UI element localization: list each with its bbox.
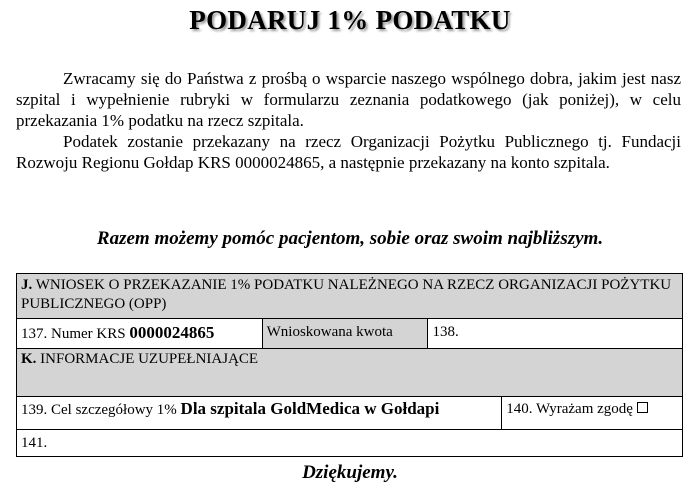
section-k-header [17, 349, 683, 397]
section-k-title: INFORMACJE UZUPEŁNIAJĄCE [40, 351, 259, 367]
thanks-text: Dziękujemy. [302, 462, 398, 483]
amount-field-label: 138. [432, 324, 459, 340]
appeal-paragraph-1: Zwracamy się do Państwa z prośbą o wsparcie naszego wspólnego dobra, jakim jest nasz szpital i wypełnienie rubryki w formularzu zeznania podatkowego (jak poniżej), w celu przekazania 1% podatku na rzecz szpitala. [16, 69, 681, 130]
slogan: Razem możemy pomóc pacjentom, sobie oraz swoim najbliższym. [96, 228, 604, 249]
goal-field[interactable] [17, 397, 502, 430]
consent-field[interactable] [502, 397, 683, 430]
consent-checkbox[interactable] [637, 402, 648, 413]
goal-row [17, 397, 683, 430]
consent-label: 140. Wyrażam zgodę [506, 401, 633, 417]
section-k-row [17, 349, 683, 397]
section-j-letter: J. [21, 277, 33, 293]
field-141-row [17, 430, 683, 457]
page-title: PODARUJ 1% PODATKU [189, 5, 511, 35]
section-j-title: WNIOSEK O PRZEKAZANIE 1% PODATKU NALEŻNEGO NA RZECZ ORGANIZACJI POŻYTKU PUBLICZNEGO (OPP) [21, 277, 672, 312]
section-j-header [17, 274, 683, 319]
goal-label: 139. Cel szczegółowy 1% [21, 402, 177, 418]
krs-row [17, 319, 683, 349]
krs-label: 137. Numer KRS [21, 326, 126, 342]
tax-form-excerpt [16, 273, 683, 457]
appeal-text [16, 68, 681, 173]
field-141[interactable] [17, 430, 683, 457]
amount-label: Wnioskowana kwota [266, 324, 393, 340]
krs-value: 0000024865 [129, 323, 215, 342]
amount-label-cell [262, 319, 428, 349]
section-j-row [17, 274, 683, 319]
goal-value: Dla szpitala GoldMedica w Gołdapi [180, 399, 440, 418]
amount-field[interactable] [428, 319, 683, 349]
section-k-letter: K. [21, 351, 37, 367]
appeal-paragraph-2: Podatek zostanie przekazany na rzecz Organizacji Pożytku Publicznego tj. Fundacji Rozwoju Regionu Gołdap KRS 0000024865, a następnie przekazany na konto szpitala. [16, 132, 681, 172]
krs-field[interactable] [17, 319, 263, 349]
field-141-label: 141. [21, 435, 48, 451]
